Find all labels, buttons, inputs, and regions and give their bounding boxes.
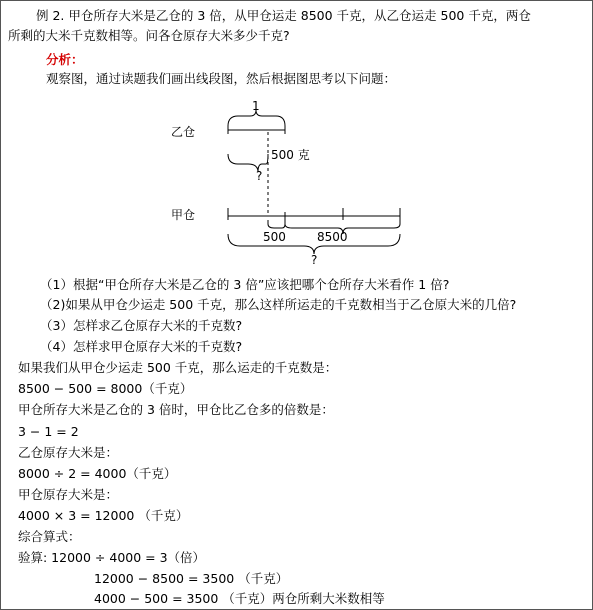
jia-total-brace — [228, 234, 400, 254]
solution-step-5: 乙仓原存大米是： — [18, 445, 119, 460]
solution-step-4: 3 − 1 = 2 — [18, 424, 79, 439]
question-4: （4）怎样求甲仓原存大米的千克数? — [40, 339, 243, 354]
solution-step-7: 甲仓原存大米是： — [18, 487, 119, 502]
solution-step-10: 验算: 12000 ÷ 4000 = 3（倍） — [18, 550, 206, 565]
question-1: （1）根据“甲仓所存大米是乙仓的 3 倍”应该把哪个仓所存大米看作 1 倍? — [40, 277, 450, 292]
unit-label: 1 — [252, 99, 260, 113]
analysis-heading: 分析： — [46, 52, 84, 67]
segment-diagram — [0, 92, 593, 272]
solution-step-12: 4000 − 500 = 3500 （千克）两仓所剩大米数相等 — [94, 591, 385, 606]
solution-step-2: 8500 − 500 = 8000（千克） — [18, 381, 193, 396]
solution-step-9: 综合算式： — [18, 529, 81, 544]
question-3: （3）怎样求乙仓原存大米的千克数? — [40, 318, 243, 333]
analysis-intro: 观察图，通过读题我们画出线段图，然后根据图思考以下问题： — [46, 71, 397, 86]
problem-line-2: 所剩的大米千克数相等。问各仓原存大米多少千克? — [8, 28, 290, 43]
question-2: （2)如果从甲仓少运走 500 千克，那么这样所运走的千克数相当于乙仓原大米的几倍? — [40, 297, 517, 312]
solution-step-3: 甲仓所存大米是乙仓的 3 倍时，甲仓比乙仓多的倍数是： — [18, 402, 334, 417]
solution-step-1: 如果我们从甲仓少运走 500 千克，那么运走的千克数是： — [18, 360, 338, 375]
unit-brace — [228, 110, 285, 126]
label-yi: 乙仓 — [171, 125, 196, 139]
problem-line-1: 例 2. 甲仓所存大米是乙仓的 3 倍，从甲仓运走 8500 千克，从乙仓运走 500 千克，两仓 — [36, 8, 531, 23]
label-jia: 甲仓 — [171, 208, 196, 222]
jia-question: ? — [311, 253, 318, 267]
jia-amount-large: 8500 — [317, 230, 348, 244]
solution-step-11: 12000 − 8500 = 3500 （千克） — [94, 571, 289, 586]
yi-amount-label: 500 克 — [271, 148, 310, 162]
jia-small-brace — [268, 220, 285, 228]
solution-step-8: 4000 × 3 = 12000 （千克） — [18, 508, 189, 523]
jia-amount-small: 500 — [263, 230, 286, 244]
solution-step-6: 8000 ÷ 2 = 4000（千克） — [18, 466, 177, 481]
yi-question: ? — [256, 169, 263, 183]
